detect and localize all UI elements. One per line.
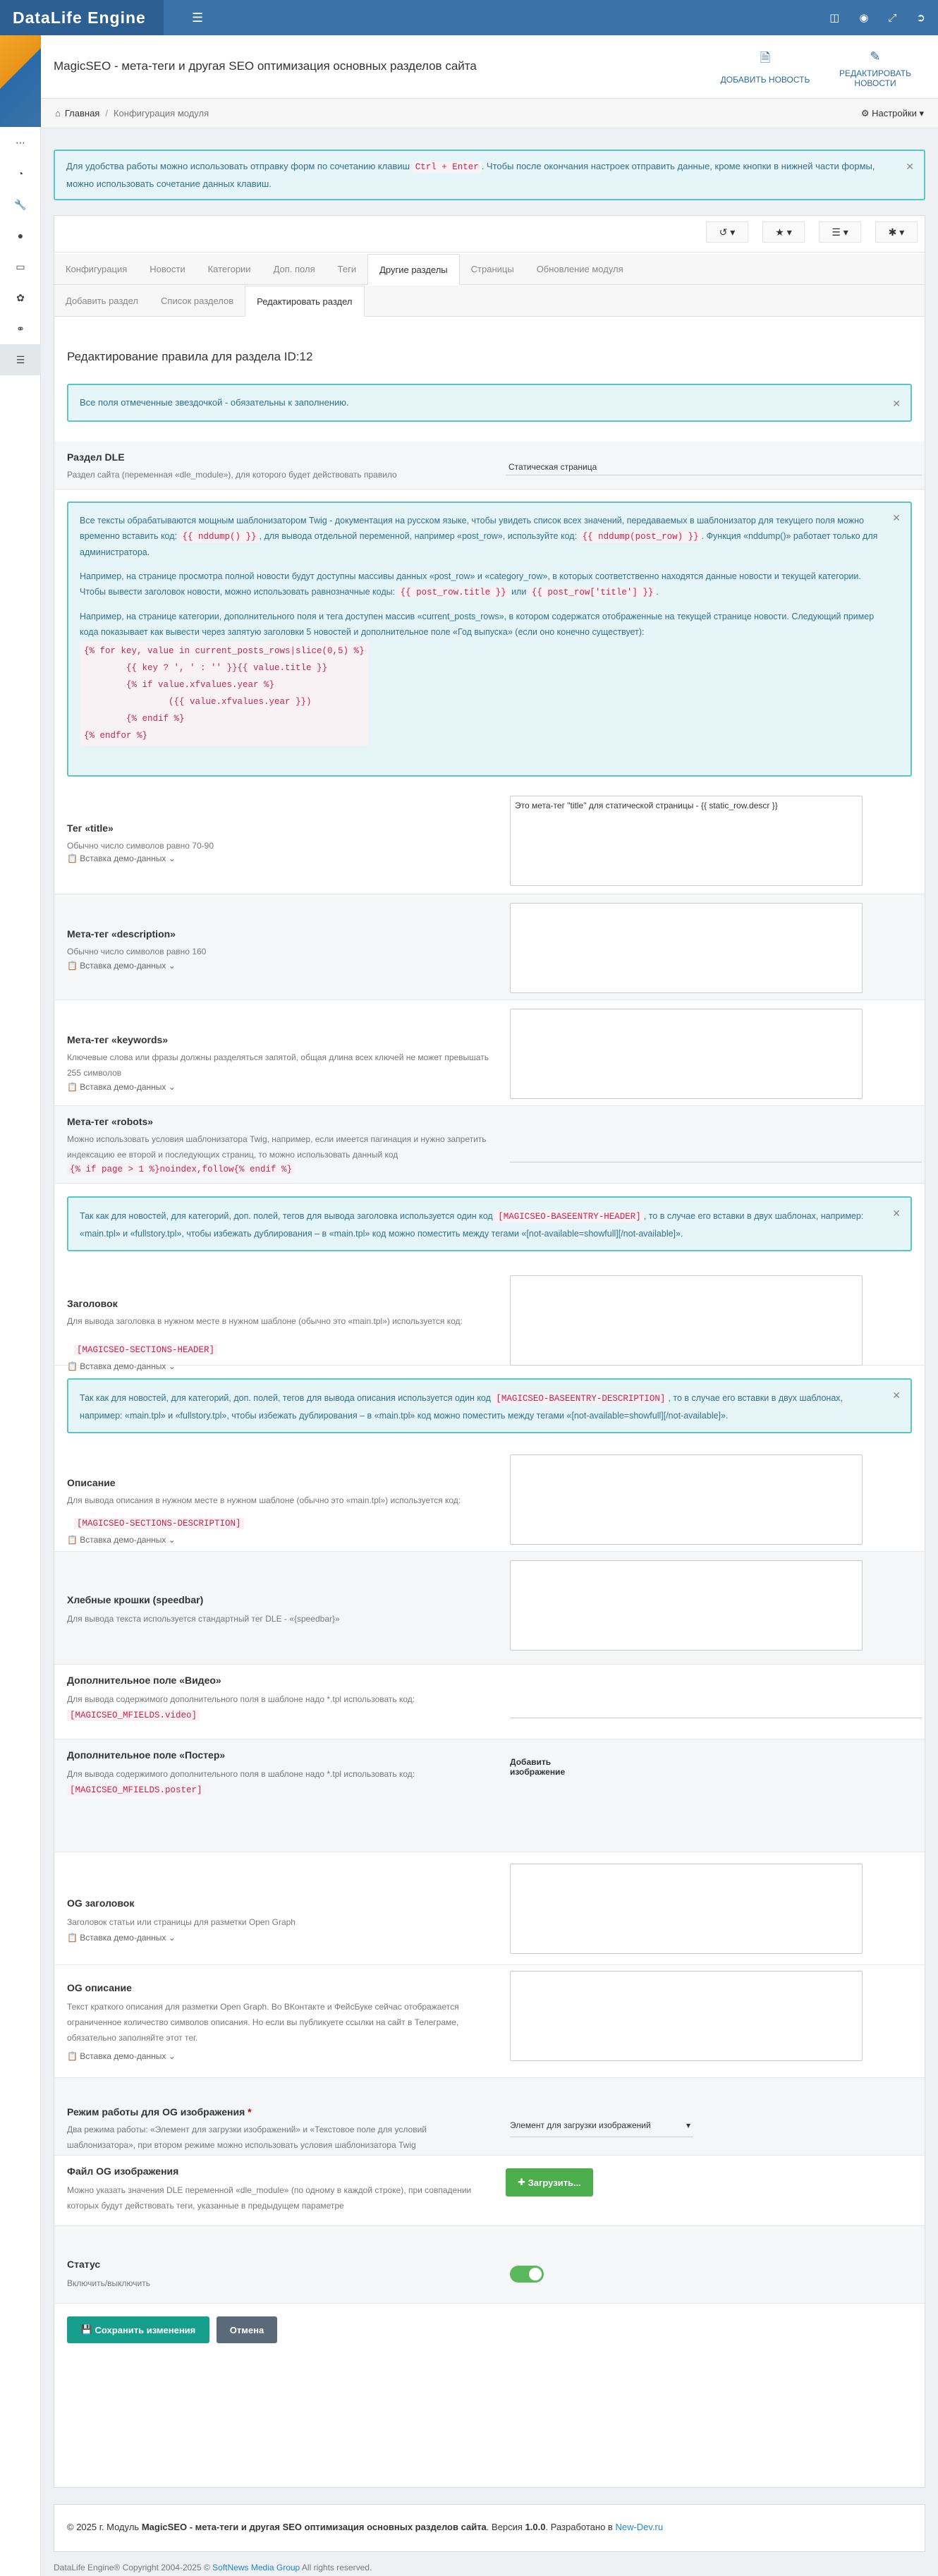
tab-tags[interactable]: Теги	[337, 264, 357, 274]
tab-pages[interactable]: Страницы	[470, 264, 514, 274]
ctrl-enter-alert: Для удобства работы можно использовать отправку форм по сочетанию клавиш Ctrl + Enter . Чтобы после окончания настроек отправить данные, кроме кнопки в нижней части формы, можно использовать сочетание данных клавиш. ✕	[54, 150, 925, 200]
keywords-row	[54, 1000, 925, 1106]
save-icon: 💾	[80, 2324, 92, 2335]
twig-code-example: {% for key, value in current_posts_rows|slice(0,5) %} {{ key ? ', ' : '' }}{{ value.title }} {% if value.xfvalues.year %} ({{ value.xfvalues.year }}) {% endif %} {% endfor %}	[80, 641, 369, 746]
tab-other-sections[interactable]: Другие разделы	[367, 254, 460, 285]
module-footer: © 2025 г. Модуль MagicSEO - мета-теги и другая SEO оптимизация основных разделов сайта. Версия 1.0.0. Разработано в New-Dev.ru	[54, 2504, 925, 2552]
document-add-icon: 🗎	[760, 51, 771, 65]
keywords-label: Мета-тег «keywords»	[67, 1034, 169, 1045]
og-title-hint: Заголовок статьи или страницы для разметки Open Graph	[67, 1917, 296, 1927]
sub-tabs	[54, 286, 925, 317]
database-icon[interactable]: ☰	[0, 344, 41, 375]
video-code: [MAGICSEO_MFIELDS.video]	[67, 1710, 200, 1721]
star-dropdown[interactable]: ★ ▾	[762, 221, 805, 243]
title-textarea[interactable]	[510, 796, 863, 886]
breadcrumb-current: Конфигурация модуля	[113, 108, 209, 119]
header-alert: Так как для новостей, для категорий, доп. полей, тегов для вывода заголовка используется один код [MAGICSEO-BASEENTRY-HEADER] , то в случае его вставки в двух шаблонах, например: «main.tpl» и «fullstory.tpl», чтобы избежать дублирования – в «main.tpl» код можно поместить между тегами «[not-available=showfull][/not-available]». ✕	[67, 1196, 912, 1251]
breadcrumb: ⌂ Главная / Конфигурация модуля ⚙ Настройки ▾	[41, 99, 938, 128]
header-hint: Для вывода заголовка в нужном месте в нужном шаблоне (обычно это «main.tpl») используется код:	[67, 1316, 463, 1326]
demo-data-toggle[interactable]: 📋 Вставка демо-данных ⌄	[67, 1535, 176, 1545]
robots-code: {% if page > 1 %}noindex,follow{% endif %}	[67, 1164, 295, 1175]
video-input[interactable]	[510, 1701, 922, 1718]
demo-data-toggle[interactable]: 📋 Вставка демо-данных ⌄	[67, 853, 176, 863]
section-row	[54, 442, 925, 490]
edit-news-button[interactable]: ✎ РЕДАКТИРОВАТЬ НОВОСТИ	[822, 49, 928, 88]
laptop-icon[interactable]: ▭	[16, 260, 25, 272]
tab-xfields[interactable]: Доп. поля	[273, 264, 315, 274]
og-title-label: OG заголовок	[67, 1897, 135, 1909]
og-mode-hint: Два режима работы: «Элемент для загрузки изображений» и «Текстовое поле для условий шаблонизатора», при втором режиме можно использовать условия шаблонизатора Twig	[67, 2125, 427, 2150]
close-icon[interactable]: ✕	[892, 1208, 901, 1219]
tab-news[interactable]: Новости	[150, 264, 185, 274]
settings-menu[interactable]: ⚙ Настройки ▾	[860, 108, 924, 119]
wrench-icon[interactable]: 🔧	[14, 198, 27, 210]
title-label: Тег «title»	[67, 822, 114, 834]
plus-icon: ✚	[518, 2177, 525, 2187]
subtab-edit[interactable]: Редактировать раздел	[245, 286, 364, 317]
description-textarea[interactable]	[510, 903, 863, 993]
speedbar-label: Хлебные крошки (speedbar)	[67, 1594, 204, 1605]
list-dropdown[interactable]: ☰ ▾	[819, 221, 861, 243]
cancel-button[interactable]: Отмена	[217, 2316, 277, 2343]
softnews-link[interactable]: SoftNews Media Group	[212, 2563, 300, 2572]
page-title: Редактирование правила для раздела ID:12	[67, 350, 313, 363]
add-image-button[interactable]: Добавить изображение	[510, 1757, 566, 1777]
storage-icon[interactable]: ◫	[829, 12, 840, 24]
poster-label: Дополнительное поле «Постер»	[67, 1749, 226, 1761]
status-hint: Включить/выключить	[67, 2278, 150, 2288]
robots-hint: Можно использовать условия шаблонизатора Twig, например, если имеется пагинация и нужно запретить индексацию ее второй и последующих страниц, то можно использовать данный код	[67, 1134, 487, 1160]
video-row	[54, 1665, 925, 1739]
demo-data-toggle[interactable]: 📋 Вставка демо-данных ⌄	[67, 961, 176, 971]
og-mode-label: Режим работы для OG изображения	[67, 2106, 245, 2118]
sidebar-accent	[0, 35, 41, 127]
module-title: MagicSEO - мета-теги и другая SEO оптимизация основных разделов сайта	[54, 59, 477, 73]
edit-icon: ✎	[870, 49, 881, 63]
top-navbar	[0, 0, 938, 35]
copyright: DataLife Engine® Copyright 2004-2025 © SoftNews Media Group All rights reserved.	[54, 2563, 372, 2572]
add-news-button[interactable]: 🗎 ДОБАВИТЬ НОВОСТЬ	[712, 49, 818, 85]
more-icon[interactable]: ⋯	[16, 136, 25, 148]
tab-config[interactable]: Конфигурация	[66, 264, 128, 274]
og-file-label: Файл OG изображения	[67, 2165, 179, 2177]
desc-hint: Для вывода описания в нужном месте в нужном шаблоне (обычно это «main.tpl») используется код:	[67, 1495, 461, 1505]
section-hint: Раздел сайта (переменная «dle_module»), для которого будет действовать правило	[67, 470, 397, 480]
desc-textarea[interactable]	[510, 1454, 863, 1545]
description-row	[54, 894, 925, 1000]
header-code: [MAGICSEO-SECTIONS-HEADER]	[74, 1344, 217, 1356]
robots-input[interactable]	[510, 1146, 922, 1162]
og-mode-row	[54, 2078, 925, 2156]
edit-panel	[54, 215, 925, 2488]
desc-code: [MAGICSEO-SECTIONS-DESCRIPTION]	[74, 1518, 244, 1529]
video-hint: Для вывода содержимого дополнительного поля в шаблоне надо *.tpl использовать код:	[67, 1694, 415, 1704]
keywords-hint: Ключевые слова или фразы должны разделяться запятой, общая длина всех ключей не может превышать 255 символов	[67, 1052, 489, 1078]
poster-code: [MAGICSEO_MFIELDS.poster]	[67, 1785, 205, 1796]
og-file-hint: Можно указать значения DLE переменной «dle_module» (по одному в каждой строке), при совпадении которых будут действовать теги, указанные в предыдущем параметре	[67, 2185, 472, 2211]
close-icon[interactable]: ✕	[892, 398, 901, 409]
title-row	[54, 789, 925, 894]
status-toggle[interactable]	[510, 2266, 544, 2283]
globe-icon[interactable]: ◉	[859, 12, 869, 24]
dashboard-icon[interactable]: ◔	[17, 168, 24, 179]
subtab-add[interactable]: Добавить раздел	[66, 296, 139, 306]
robots-label: Мета-тег «robots»	[67, 1116, 154, 1127]
upload-button[interactable]: ✚ Загрузить...	[506, 2168, 593, 2197]
required-alert: Все поля отмеченные звездочкой - обязательны к заполнению. ✕	[67, 384, 912, 422]
twig-info-alert: Все тексты обрабатываются мощным шаблонизатором Twig - документация на русском языке, чтобы увидеть список всех значений, передаваемых в шаблонизатор для текущего поля можно временно вставить код: {{ nddump() }} , для вывода отдельной переменной, например «post_row», используйте код: {{ nddump(post_row) }} . Функция «nddump()» работает только для администратора. Например, на странице просмотра полной новости будут доступны массивы данных «post_row» и «category_row», в которых соответственно находятся данные новости и текущей категории. Чтобы вывести заголовок новости, можно использовать равнозначные коды: {{ post_row.title }} или {{ post_row['title'] }} . Например, на странице категории, дополнительного поля и тега доступен массив «current_posts_rows», в котором содержатся отображенные на текущей странице новости. Следующий пример кода показывает как вывести через запятую заголовки 5 новостей и дополнительное поле «Год выпуска» (если оно конечно существует): {% for key, value in current_posts_rows|slice(0,5) %} {{ key ? ', ' : '' }}{{ value.title }} {% if value.xfvalues.year %} ({{ value.xfvalues.year }}) {% endif %} {% endfor %} ✕	[67, 502, 912, 777]
status-row	[54, 2226, 925, 2304]
og-desc-hint: Текст краткого описания для разметки Open Graph. Во ВКонтакте и ФейсБуке сейчас отображается ограниченное количество символов описания. Но если вы публикуете ссылки на сайт в Телеграме, обязательно заполняйте этот тег.	[67, 2002, 459, 2043]
description-label: Мета-тег «description»	[67, 928, 176, 940]
demo-data-toggle[interactable]: 📋 Вставка демо-данных ⌄	[67, 1361, 176, 1371]
home-icon: ⌂	[55, 108, 61, 119]
section-label: Раздел DLE	[67, 451, 125, 463]
og-desc-textarea[interactable]	[510, 1971, 863, 2061]
og-desc-row	[54, 1965, 925, 2078]
panel-toolbar	[706, 221, 918, 243]
brand-logo[interactable]: DataLife Engine	[0, 0, 164, 35]
logout-icon[interactable]: ➲	[916, 12, 925, 24]
demo-data-toggle[interactable]: 📋 Вставка демо-данных ⌄	[67, 1082, 176, 1092]
keywords-textarea[interactable]	[510, 1009, 863, 1099]
subtab-list[interactable]: Список разделов	[161, 296, 234, 306]
speedbar-hint: Для вывода текста используется стандартный тег DLE - «{speedbar}»	[67, 1614, 340, 1624]
header-row	[54, 1267, 925, 1371]
poster-row	[54, 1739, 925, 1852]
demo-data-toggle[interactable]: 📋 Вставка демо-данных ⌄	[67, 1933, 176, 1943]
close-icon[interactable]: ✕	[892, 1390, 901, 1401]
robots-row	[54, 1106, 925, 1184]
save-button[interactable]: 💾 Сохранить изменения	[67, 2316, 209, 2343]
gear-icon: ⚙	[860, 108, 870, 119]
tab-categories[interactable]: Категории	[207, 264, 251, 274]
breadcrumb-home[interactable]: Главная	[64, 108, 100, 119]
og-title-row	[54, 1852, 925, 1965]
fullscreen-icon[interactable]: ⤢	[888, 11, 897, 24]
user-icon[interactable]: ●	[17, 230, 24, 241]
speedbar-row	[54, 1552, 925, 1665]
main-tabs	[54, 254, 925, 285]
video-label: Дополнительное поле «Видео»	[67, 1675, 221, 1686]
history-dropdown[interactable]: ↺ ▾	[706, 221, 748, 243]
header-label: Заголовок	[67, 1298, 118, 1309]
close-icon[interactable]: ✕	[892, 512, 901, 523]
desc-label: Описание	[67, 1477, 116, 1488]
sidebar	[0, 35, 41, 2576]
developer-link[interactable]: New-Dev.ru	[615, 2522, 664, 2532]
required-star: *	[248, 2106, 252, 2118]
desc-row	[54, 1446, 925, 1552]
og-title-textarea[interactable]	[510, 1864, 863, 1954]
page-header	[41, 35, 938, 99]
title-hint: Обычно число символов равно 70-90	[67, 841, 214, 851]
og-file-row	[54, 2156, 925, 2226]
section-input[interactable]	[506, 458, 922, 475]
asterisk-dropdown[interactable]: ✱ ▾	[875, 221, 918, 243]
main-content	[41, 35, 938, 2572]
description-hint: Обычно число символов равно 160	[67, 947, 207, 956]
og-desc-label: OG описание	[67, 1982, 132, 1993]
status-label: Статус	[67, 2259, 101, 2270]
og-mode-select[interactable]: Элемент для загрузки изображений ▾	[510, 2120, 693, 2137]
menu-toggle-icon[interactable]: ☰	[192, 10, 204, 25]
leaf-icon[interactable]: ✿	[16, 291, 25, 303]
header-textarea[interactable]	[510, 1275, 863, 1366]
close-icon[interactable]: ✕	[906, 161, 914, 172]
speedbar-textarea[interactable]	[510, 1560, 863, 1651]
description-alert: Так как для новостей, для категорий, доп. полей, тегов для вывода описания используется один код [MAGICSEO-BASEENTRY-DESCRIPTION] , то в случае его вставки в двух шаблонах, например: «main.tpl» и «fullstory.tpl», чтобы избежать дублирования – в «main.tpl» код можно поместить между тегами «[not-available=showfull][/not-available]». ✕	[67, 1378, 912, 1433]
demo-data-toggle[interactable]: 📋 Вставка демо-данных ⌄	[67, 2051, 176, 2061]
link-icon[interactable]: ⚭	[16, 322, 25, 334]
poster-hint: Для вывода содержимого дополнительного поля в шаблоне надо *.tpl использовать код:	[67, 1769, 415, 1779]
tab-update[interactable]: Обновление модуля	[536, 264, 623, 274]
